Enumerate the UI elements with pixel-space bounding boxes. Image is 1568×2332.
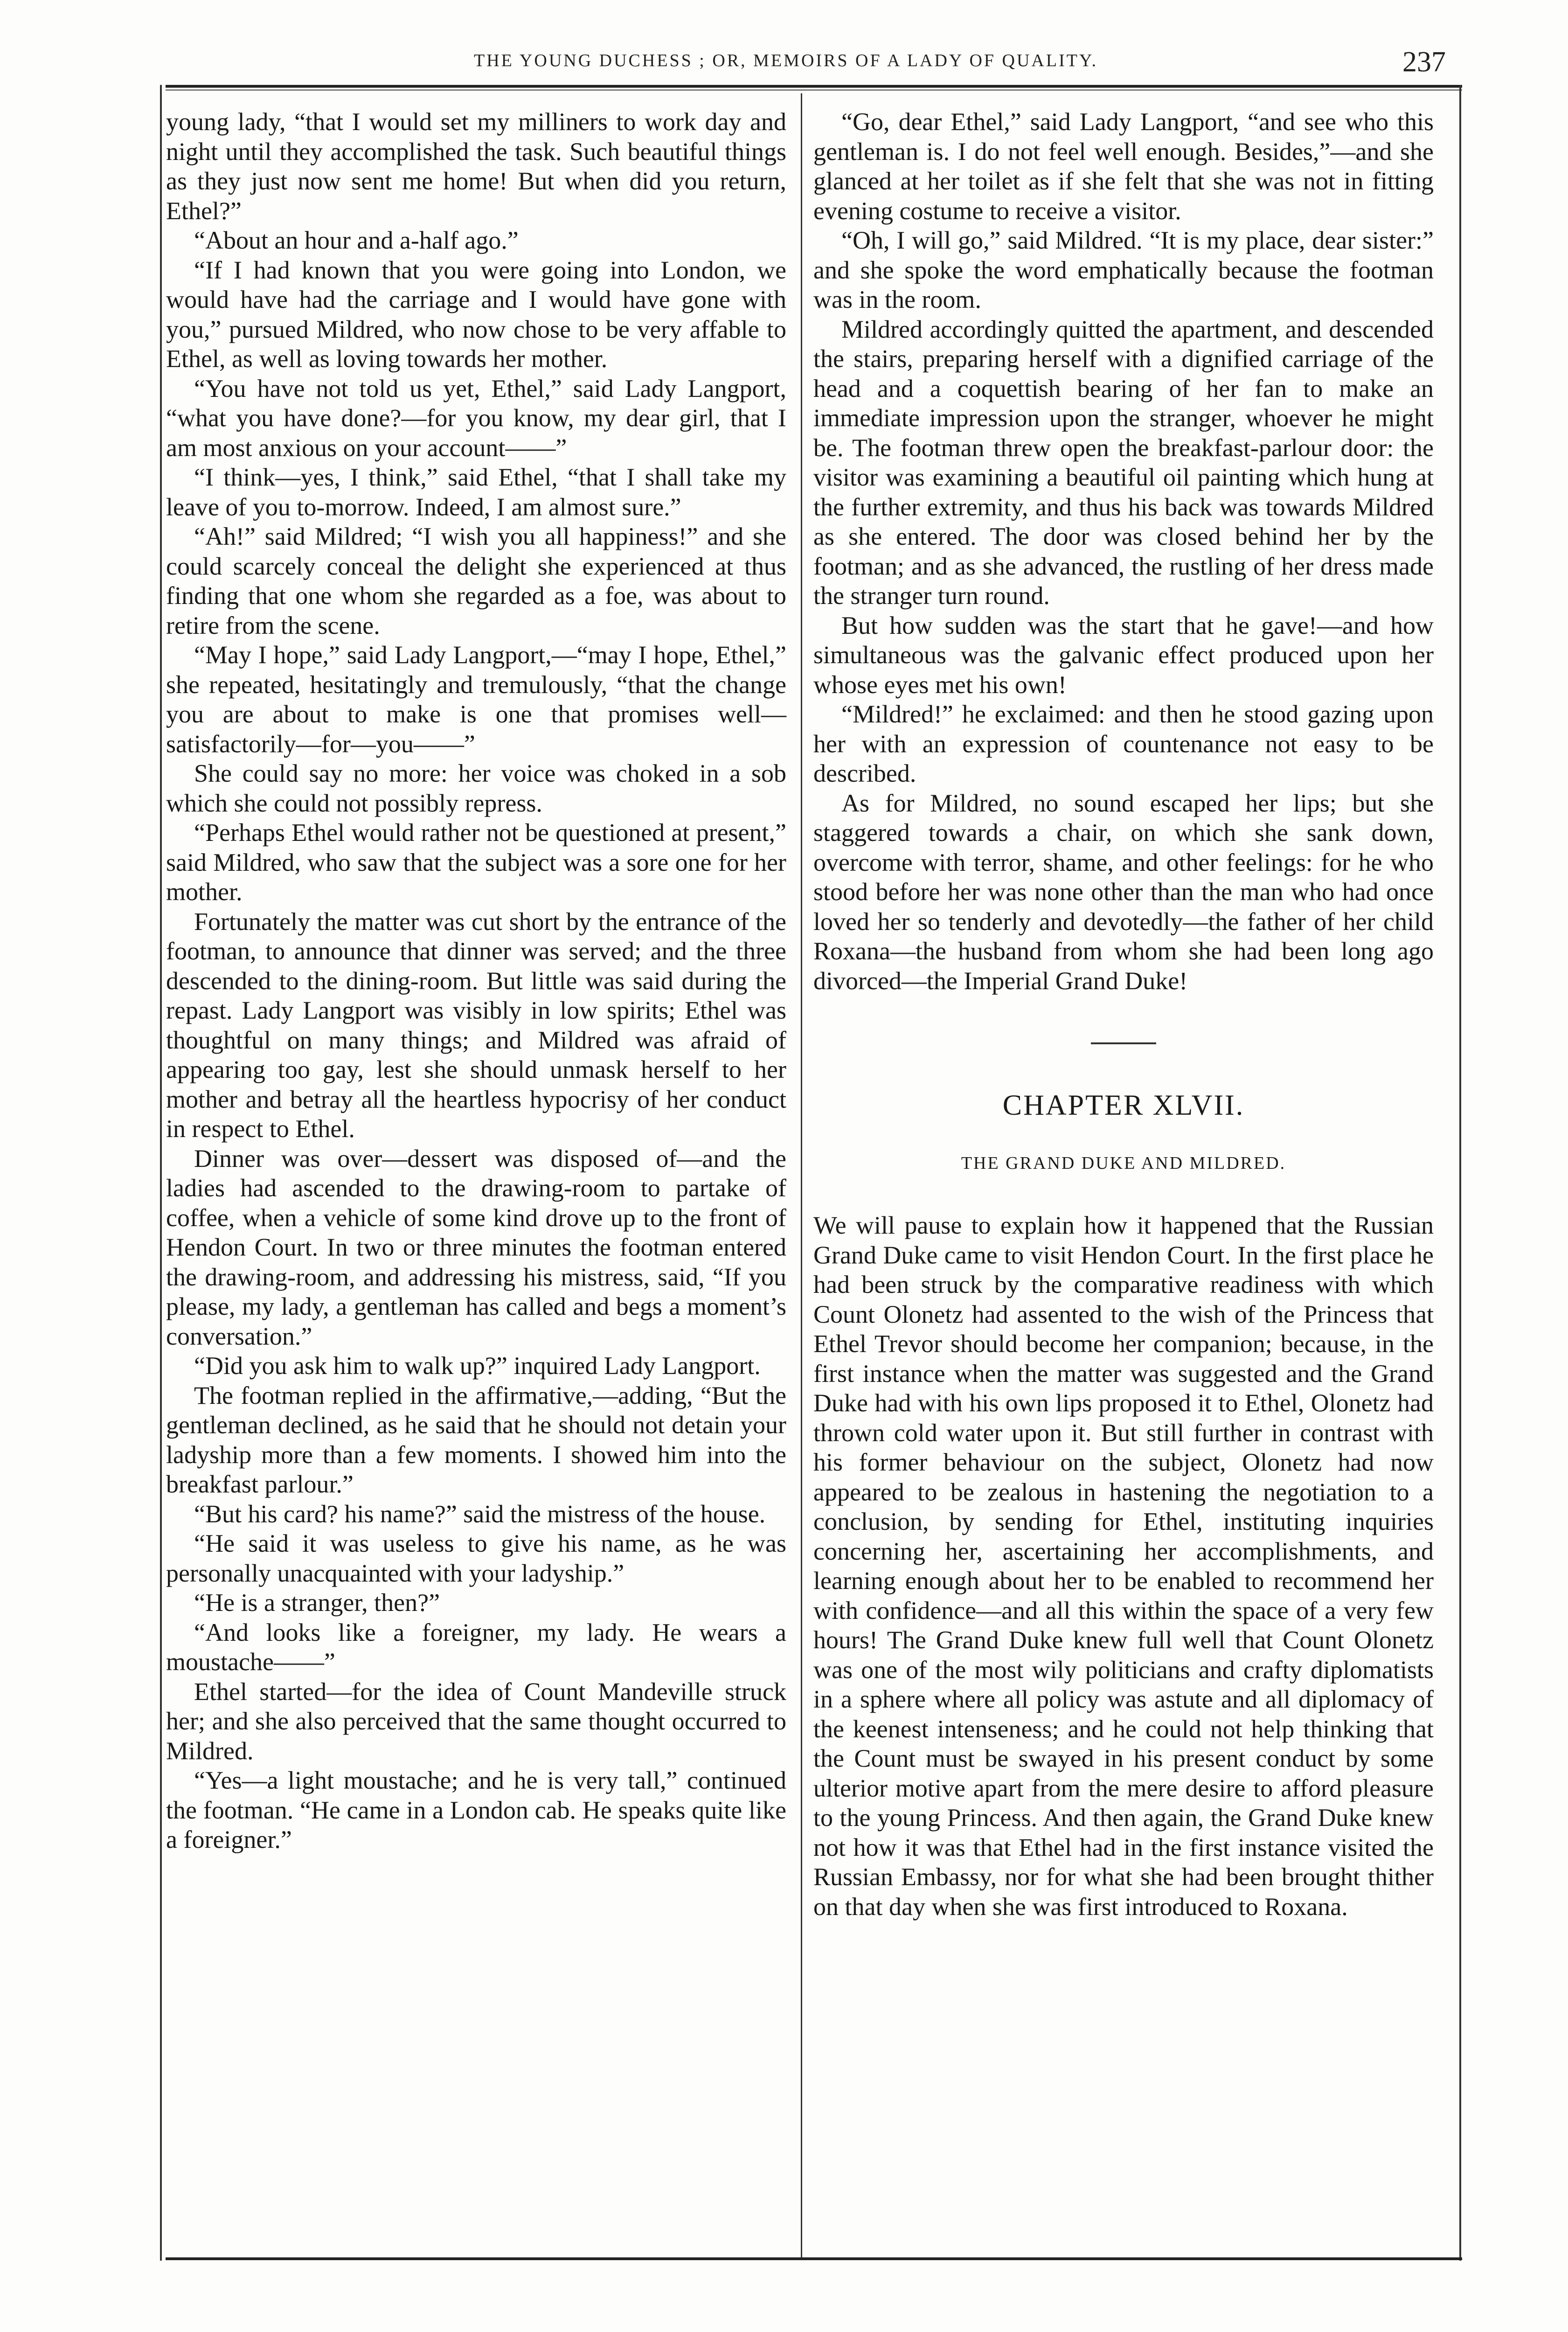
left-column — [166, 107, 786, 1855]
paragraph: Fortunately the matter was cut short by the entrance of the footman, to announce that dinner was served; and the three descended to the dining-room. But little was said during the repast. Lady Langport was visibly in low spirits; Ethel was thoughtful on many things; and Mildred was afraid of appearing too gay, lest she should unmask herself to her mother and betray all the heartless hypocrisy of her conduct in respect to Ethel. — [166, 907, 786, 1143]
chapter-title: CHAPTER XLVII. — [1002, 1090, 1245, 1121]
paragraph: “About an hour and a-half ago.” — [194, 226, 519, 254]
paragraph: The footman replied in the affirmative,—adding, “But the gentleman declined, as he said that he should not detain your ladyship more than a few moments. I showed him into the breakfast parlour.” — [166, 1381, 786, 1498]
paragraph: But how sudden was the start that he gave!—and how simultaneous was the galvanic effect produced upon her whose eyes met his own! — [813, 611, 1434, 699]
chapter-subtitle: THE GRAND DUKE AND MILDRED. — [961, 1153, 1286, 1173]
section-divider — [1091, 1042, 1156, 1044]
paragraph: Dinner was over—dessert was disposed of—and the ladies had ascended to the drawing-room to partake of coffee, when a vehicle of some kind drove up to the front of Hendon Court. In two or three minutes the footman entered the drawing-room, and addressing his mistress, said, “If you please, my lady, a gentleman has called and begs a moment’s conversation.” — [166, 1144, 786, 1350]
left-border — [160, 85, 162, 2261]
paragraph: “And looks like a foreigner, my lady. He wears a moustache——” — [166, 1618, 786, 1676]
paragraph: “Did you ask him to walk up?” inquired Lady Langport. — [194, 1352, 761, 1380]
paragraph: As for Mildred, no sound escaped her lips; but she staggered towards a chair, on which she sank down, overcome with terror, shame, and other feelings: for he who stood before her was none other than the man who had once loved her so tenderly and devotedly—the father of her child Roxana—the husband from whom she had been long ago divorced—the Imperial Grand Duke! — [813, 789, 1434, 995]
running-title: THE YOUNG DUCHESS ; OR, MEMOIRS OF A LADY OF QUALITY. — [473, 51, 1098, 70]
bottom-rule — [166, 2257, 1462, 2260]
paragraph: young lady, “that I would set my milliners to work day and night until they accomplished the task. Such beautiful things as they just now sent me home! But when did you return, Ethel?” — [166, 108, 786, 225]
paragraph: Mildred accordingly quitted the apartment, and descended the stairs, preparing herself with a dignified carriage of the head and a coquettish bearing of her fan to make an immediate impression upon the stranger, whoever he might be. The footman threw open the breakfast-parlour door: the visitor was examining a beautiful oil painting which hung at the further extremity, and thus his back was towards Mildred as she entered. The door was closed behind her by the footman; and as she advanced, the rustling of her dress made the stranger turn round. — [813, 315, 1434, 610]
right-column — [813, 107, 1434, 1922]
top-rule — [166, 85, 1462, 88]
right-border — [1459, 85, 1461, 2261]
paragraph: “Go, dear Ethel,” said Lady Langport, “and see who this gentleman is. I do not feel well enough. Besides,”—and she glanced at her toilet as if she felt that she was not in fitting evening costume to receive a visitor. — [813, 108, 1434, 225]
paragraph: “Mildred!” he exclaimed: and then he stood gazing upon her with an expression of countenance not easy to be described. — [813, 700, 1434, 787]
paragraph: We will pause to explain how it happened that the Russian Grand Duke came to visit Hendon Court. In the first place he had been struck by the comparative readiness with which Count Olonetz had assented to the wish of the Princess that Ethel Trevor should become her companion; because, in the first instance when the matter was suggested and the Grand Duke had with his own lips proposed it to Ethel, Olonetz had thrown cold water upon it. But still further in contrast with his former behaviour on the subject, Olonetz had now appeared to be zealous in hastening the negotiation to a conclusion, by sending for Ethel, instituting inquiries concerning her, ascertaining her accomplishments, and learning enough about her to be enabled to recommend her with confidence—and all this within the space of a very few hours! The Grand Duke knew full well that Count Olonetz was one of the most wily politicians and crafty diplomatists in a sphere where all policy was astute and all diplomacy of the keenest intenseness; and he could not help thinking that the Count must be swayed in his present conduct by some ulterior motive apart from the mere desire to afford pleasure to the young Princess. And then again, the Grand Duke knew not how it was that Ethel had in the first instance visited the Russian Embassy, nor for what she had been brought thither on that day when she was first introduced to Roxana. — [813, 1211, 1434, 1921]
paragraph: “Perhaps Ethel would rather not be questioned at present,” said Mildred, who saw that the subject was a sore one for her mother. — [166, 819, 786, 906]
page-number: 237 — [1402, 46, 1446, 78]
paragraph: She could say no more: her voice was choked in a sob which she could not possibly repress. — [166, 759, 786, 817]
paragraph: “Yes—a light moustache; and he is very tall,” continued the footman. “He came in a London cab. He speaks quite like a foreigner.” — [166, 1766, 786, 1853]
column-divider — [801, 93, 802, 2257]
paragraph: “But his card? his name?” said the mistress of the house. — [194, 1499, 766, 1528]
paragraph: “May I hope,” said Lady Langport,—“may I hope, Ethel,” she repeated, hesitatingly and tremulously, “that the change you are about to make is one that promises well—satisfactorily—for—you——” — [166, 641, 786, 758]
paragraph: “Oh, I will go,” said Mildred. “It is my place, dear sister:” and she spoke the word emphatically because the footman was in the room. — [813, 226, 1434, 313]
paragraph: “I think—yes, I think,” said Ethel, “that I shall take my leave of you to-morrow. Indeed, I am almost sure.” — [166, 463, 786, 521]
paragraph: “He said it was useless to give his name, as he was personally unacquainted with your ladyship.” — [166, 1529, 786, 1587]
paragraph: “Ah!” said Mildred; “I wish you all happiness!” and she could scarcely conceal the delight she experienced at thus finding that one whom she regarded as a foe, was about to retire from the scene. — [166, 522, 786, 639]
paragraph: Ethel started—for the idea of Count Mandeville struck her; and she also perceived that the same thought occurred to Mildred. — [166, 1677, 786, 1765]
paragraph: “He is a stranger, then?” — [194, 1589, 440, 1617]
paragraph: “You have not told us yet, Ethel,” said Lady Langport, “what you have done?—for you know, my dear girl, that I am most anxious on your account——” — [166, 374, 786, 462]
paragraph: “If I had known that you were going into London, we would have had the carriage and I would have gone with you,” pursued Mildred, who now chose to be very affable to Ethel, as well as loving towards her mother. — [166, 256, 786, 373]
